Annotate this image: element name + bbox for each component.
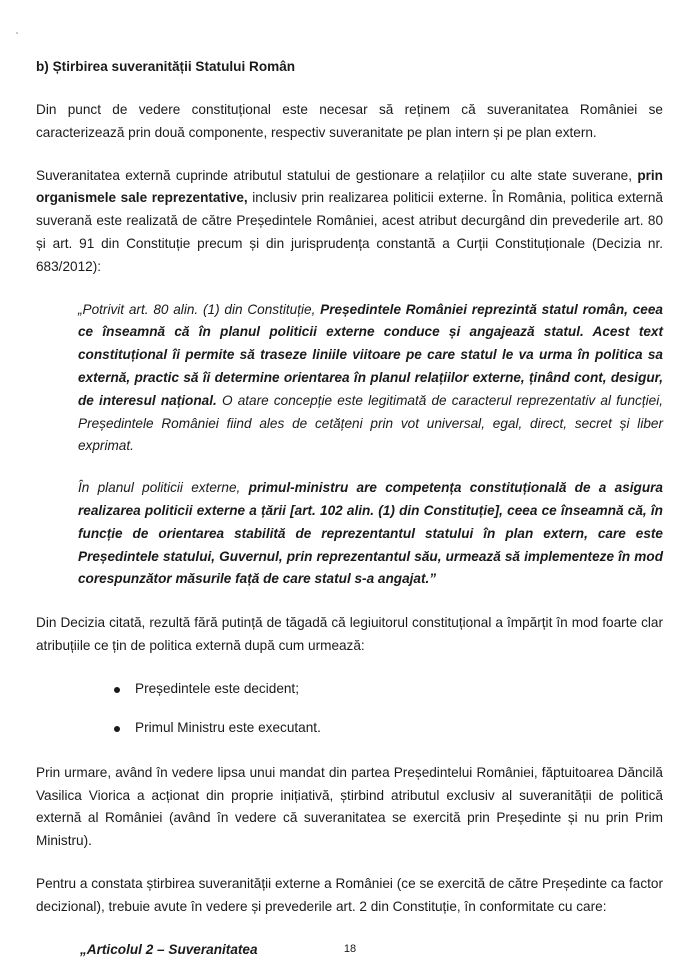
paragraph-external-sovereignty xyxy=(36,165,663,279)
list-item xyxy=(36,717,663,741)
page-number: 18 xyxy=(343,943,357,955)
emphasis-text: prin organismele sale reprezentative, xyxy=(36,167,663,206)
quote-text: „Potrivit art. 80 alin. (1) din Constituție, xyxy=(78,301,321,317)
section-heading: b) Știrbirea suveranității Statului Român xyxy=(36,59,296,74)
quote-text: În planul politicii externe, xyxy=(78,480,249,496)
scan-speck xyxy=(16,32,18,34)
paragraph-text: Suveranitatea externă cuprinde atributul statului de gestionare a relațiilor cu alte state suverane, xyxy=(36,167,638,183)
document-body xyxy=(36,56,663,961)
bullet-icon xyxy=(114,726,120,732)
paragraph-article-reference: Pentru a constata știrbirea suveranității externe a României (ce se exercită de către Președinte ca factor decizional), trebuie avute în vedere și prevederile art. 2 din Constituție, în conformitate cu care: xyxy=(36,875,663,914)
paragraph-sovereignty-components: Din punct de vedere constituțional este necesar să reținem că suveranitatea României se caracterizează prin două componente, respectiv suveranitate pe plan intern și pe plan extern. xyxy=(36,102,663,140)
paragraph-consequence: Prin urmare, având în vedere lipsa unui mandat din partea Președintelui României, făptuitoarea Dăncilă Vasilica Viorica a acționat din proprie inițiativă, știrbind atributul exclusiv al suveranității de politică externă al României (având în vedere că suveranitatea se exercită prin Președinte și nu prin Prim Ministru). xyxy=(36,764,663,849)
paragraph-text: inclusiv prin realizarea politicii externe. În România, politica externă suverană este realizată de către Președintele României, acest atribut decurgând din prevederile art. 80 și art. 91 din Constituție precum și din jurisprudența constantă a Curții Constituționale (Decizia nr. 683/2012): xyxy=(36,190,663,274)
attributions-list xyxy=(36,678,663,741)
list-item-text: Președintele este decident; xyxy=(135,680,299,696)
list-item-text: Primul Ministru este executant. xyxy=(135,719,321,735)
quote-president-role xyxy=(36,299,663,459)
quote-emphasis: primul-ministru are competența constituțională de a asigura realizarea politicii externe a țării [art. 102 alin. (1) din Constituție], ceea ce înseamnă că, în funcție de orientarea stabilită de reprezentantul statului în plan extern, care este Președintele statului, Guvernul, prin reprezentantul său, urmează să implementeze în mod corespunzător măsurile față de care statul s-a angajat.” xyxy=(78,480,663,587)
quote-text: O atare concepție este legitimată de caracterul reprezentativ al funcției, Președintele României fiind ales de cetățeni prin vot universal, egal, direct, secret și liber exprimat. xyxy=(78,392,663,454)
quote-emphasis: Președintele României reprezintă statul român, ceea ce înseamnă că în planul politicii externe conduce și angajează statul. Acest text constituțional îi permite să traseze liniile viitoare pe care statul le va urma în politica sa externă, practic să îi determine orientarea în planul relațiilor externe, ținând cont, desigur, de interesul național. xyxy=(78,301,663,408)
bullet-icon xyxy=(114,687,120,693)
paragraph-decision-conclusion: Din Decizia citată, rezultă fără putință de tăgadă că legiuitorul constituțional a împărțit în mod foarte clar atribuțiile ce țin de politica externă după cum urmează: xyxy=(36,615,663,653)
quote-prime-minister-role xyxy=(36,477,663,591)
list-item xyxy=(36,678,663,702)
article-heading: „Articolul 2 – Suveranitatea xyxy=(80,941,258,957)
